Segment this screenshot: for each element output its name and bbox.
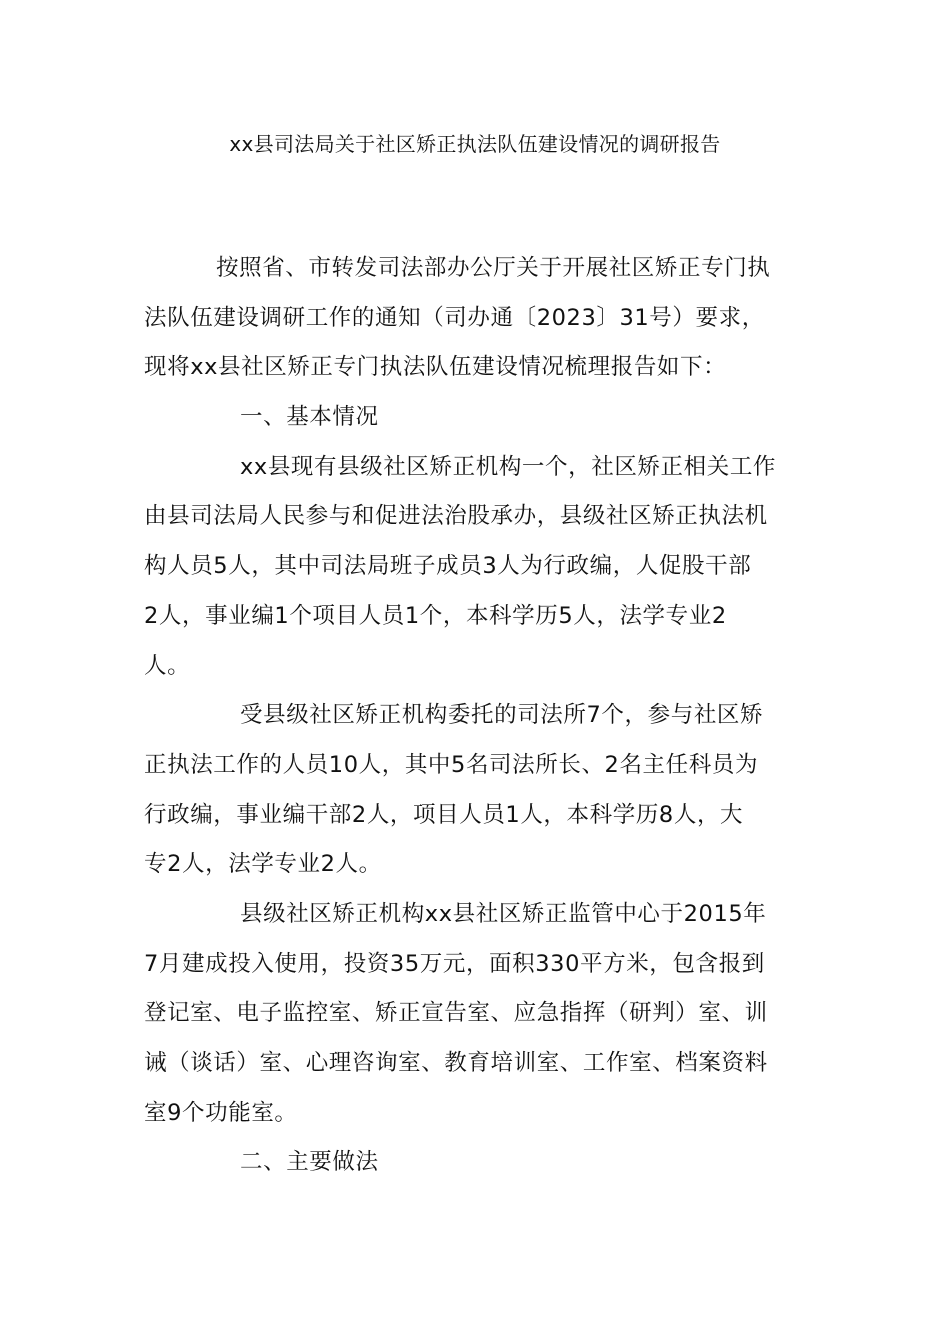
paragraph	[144, 397, 824, 447]
paragraph	[144, 695, 824, 894]
text-line: 专2人，法学专业2人。	[144, 851, 382, 878]
text-line: 2人，事业编1个项目人员1个，本科学历5人，法学专业2	[144, 602, 727, 629]
text-line: 县级社区矫正机构xx县社区矫正监管中心于2015年	[240, 900, 767, 927]
text-line: 人。	[144, 652, 191, 679]
text-line: 一、基本情况	[240, 404, 379, 431]
paragraph	[144, 447, 824, 695]
text-line: 按照省、市转发司法部办公厅关于开展社区矫正专门执	[216, 255, 771, 281]
text-line: 法队伍建设调研工作的通知（司办通〔2023〕31号）要求，	[144, 304, 765, 331]
text-line: 由县司法局人民参与和促进法治股承办，县级社区矫正执法机	[144, 503, 768, 530]
text-line: 构人员5人，其中司法局班子成员3人为行政编，人促股干部	[144, 553, 752, 580]
paragraph	[144, 1142, 824, 1192]
text-line: 室9个功能室。	[144, 1099, 298, 1126]
text-line: 行政编，事业编干部2人，项目人员1人，本科学历8人，大	[144, 801, 744, 828]
text-line: 现将xx县社区矫正专门执法队伍建设情况梳理报告如下：	[144, 354, 727, 381]
text-line: 二、主要做法	[240, 1149, 379, 1176]
text-line: 7月建成投入使用，投资35万元，面积330平方米，包含报到	[144, 950, 765, 977]
text-line: 受县级社区矫正机构委托的司法所7个，参与社区矫	[240, 702, 764, 729]
text-line: xx县现有县级社区矫正机构一个，社区矫正相关工作	[240, 453, 777, 480]
paragraph	[144, 248, 824, 397]
text-line: 登记室、电子监控室、矫正宣告室、应急指挥（研判）室、训	[144, 1000, 768, 1027]
paragraph	[144, 894, 824, 1142]
text-line: 正执法工作的人员10人，其中5名司法所长、2名主任科员为	[144, 751, 759, 778]
text-line: 诫（谈话）室、心理咨询室、教育培训室、工作室、档案资料	[144, 1050, 768, 1076]
document-title: xx县司法局关于社区矫正执法队伍建设情况的调研报告	[229, 132, 721, 156]
document-body	[144, 248, 824, 1192]
